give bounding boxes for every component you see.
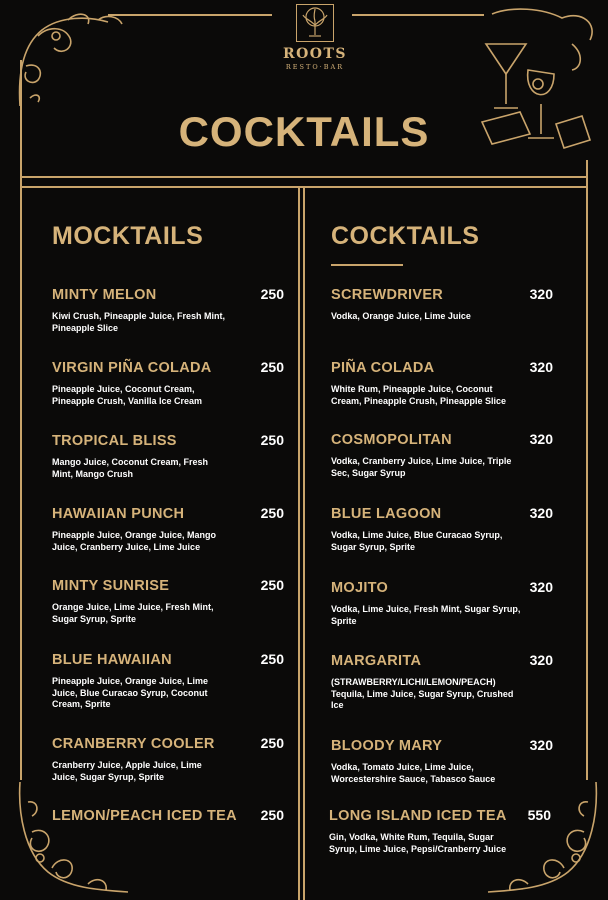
header-divider-top	[20, 176, 588, 178]
item-name: BLOODY MARY	[331, 738, 443, 754]
top-border-right	[352, 14, 484, 16]
item-name: CRANBERRY COOLER	[52, 736, 215, 752]
item-price: 250	[260, 807, 284, 823]
cocktails-section	[329, 222, 553, 854]
item-name: VIRGIN PIÑA COLADA	[52, 360, 212, 376]
item-name: HAWAIIAN PUNCH	[52, 506, 185, 522]
menu-item	[331, 737, 553, 785]
item-price: 250	[260, 432, 284, 448]
item-description: Pineapple Juice, Coconut Cream, Pineapple Crush, Vanilla Ice Cream	[52, 384, 203, 406]
menu-item	[329, 807, 551, 855]
item-price: 250	[260, 505, 284, 521]
item-name: BLUE HAWAIIAN	[52, 652, 172, 668]
item-name: TROPICAL BLISS	[52, 433, 177, 449]
brand-logo	[280, 4, 350, 71]
item-name: LEMON/PEACH ICED TEA	[52, 808, 237, 824]
item-description: Vodka, Orange Juice, Lime Juice	[331, 311, 471, 321]
item-price: 250	[260, 286, 284, 302]
right-border	[586, 160, 588, 780]
menu-item	[52, 651, 284, 711]
item-description: Vodka, Lime Juice, Blue Curacao Syrup, Sugar Syrup, Sprite	[331, 530, 503, 552]
item-price: 550	[527, 807, 551, 823]
item-name: MINTY MELON	[52, 287, 157, 303]
menu-item	[52, 432, 284, 480]
item-name: MOJITO	[331, 580, 389, 596]
mocktails-section	[52, 222, 284, 824]
menu-item	[331, 431, 553, 479]
item-price: 320	[529, 359, 553, 375]
item-price: 250	[260, 359, 284, 375]
menu-item	[52, 286, 284, 334]
brand-name: ROOTS	[282, 46, 348, 62]
corner-ornament-top-left-icon	[8, 6, 138, 116]
item-price: 320	[529, 737, 553, 753]
page-title: COCKTAILS	[178, 108, 430, 155]
item-description: Pineapple Juice, Orange Juice, Mango Juice, Cranberry Juice, Lime Juice	[52, 530, 217, 552]
column-divider-inner	[303, 188, 305, 900]
item-price: 250	[260, 577, 284, 593]
item-price: 320	[529, 286, 553, 302]
item-price: 320	[529, 579, 553, 595]
item-price: 320	[529, 505, 553, 521]
item-description: Vodka, Cranberry Juice, Lime Juice, Triple Sec, Sugar Syrup	[331, 456, 512, 478]
item-name: MARGARITA	[331, 653, 422, 669]
item-price: 250	[260, 735, 284, 751]
item-description: Kiwi Crush, Pineapple Juice, Fresh Mint, Pineapple Slice	[52, 311, 226, 333]
item-name: COSMOPOLITAN	[331, 432, 452, 448]
menu-item	[52, 735, 284, 783]
item-name: PIÑA COLADA	[331, 360, 435, 376]
tree-logo-icon	[296, 4, 334, 42]
menu-item	[331, 359, 553, 407]
menu-item	[331, 505, 553, 553]
menu-item	[331, 286, 553, 323]
corner-ornament-bottom-left-icon	[8, 772, 138, 900]
item-price: 320	[529, 431, 553, 447]
item-description: Gin, Vodka, White Rum, Tequila, Sugar Syrup, Lime Juice, Pepsi/Cranberry Juice	[329, 832, 507, 854]
column-divider	[298, 188, 300, 900]
item-name: MINTY SUNRISE	[52, 578, 170, 594]
item-description: Cranberry Juice, Apple Juice, Lime Juice, Sugar Syrup, Sprite	[52, 760, 202, 782]
item-description: Vodka, Tomato Juice, Lime Juice, Worcestershire Sauce, Tabasco Sauce	[331, 762, 496, 784]
menu-item	[52, 359, 284, 407]
item-description: Pineapple Juice, Orange Juice, Lime Juice, Blue Curacao Syrup, Coconut Cream, Sprite	[52, 676, 209, 709]
mocktails-title: MOCKTAILS	[52, 222, 204, 250]
item-description: Vodka, Lime Juice, Fresh Mint, Sugar Syrup, Sprite	[331, 604, 521, 626]
item-description: (STRAWBERRY/LICHI/LEMON/PEACH) Tequila, Lime Juice, Sugar Syrup, Crushed Ice	[331, 677, 514, 710]
item-price: 250	[260, 651, 284, 667]
menu-item	[52, 807, 284, 824]
brand-subtitle: RESTO·BAR	[285, 63, 345, 71]
item-name: BLUE LAGOON	[331, 506, 442, 522]
menu-item	[52, 505, 284, 553]
item-name: SCREWDRIVER	[331, 287, 444, 303]
item-description: Orange Juice, Lime Juice, Fresh Mint, Sugar Syrup, Sprite	[52, 602, 214, 624]
item-name: LONG ISLAND ICED TEA	[329, 808, 507, 824]
item-price: 320	[529, 652, 553, 668]
cocktails-title: COCKTAILS	[331, 222, 480, 250]
menu-item	[52, 577, 284, 625]
item-description: White Rum, Pineapple Juice, Coconut Cream, Pineapple Crush, Pineapple Slice	[331, 384, 507, 406]
item-description: Mango Juice, Coconut Cream, Fresh Mint, Mango Crush	[52, 457, 209, 479]
section-underline	[331, 264, 403, 266]
menu-item	[331, 579, 553, 627]
left-border	[20, 60, 22, 780]
menu-item	[331, 652, 553, 712]
